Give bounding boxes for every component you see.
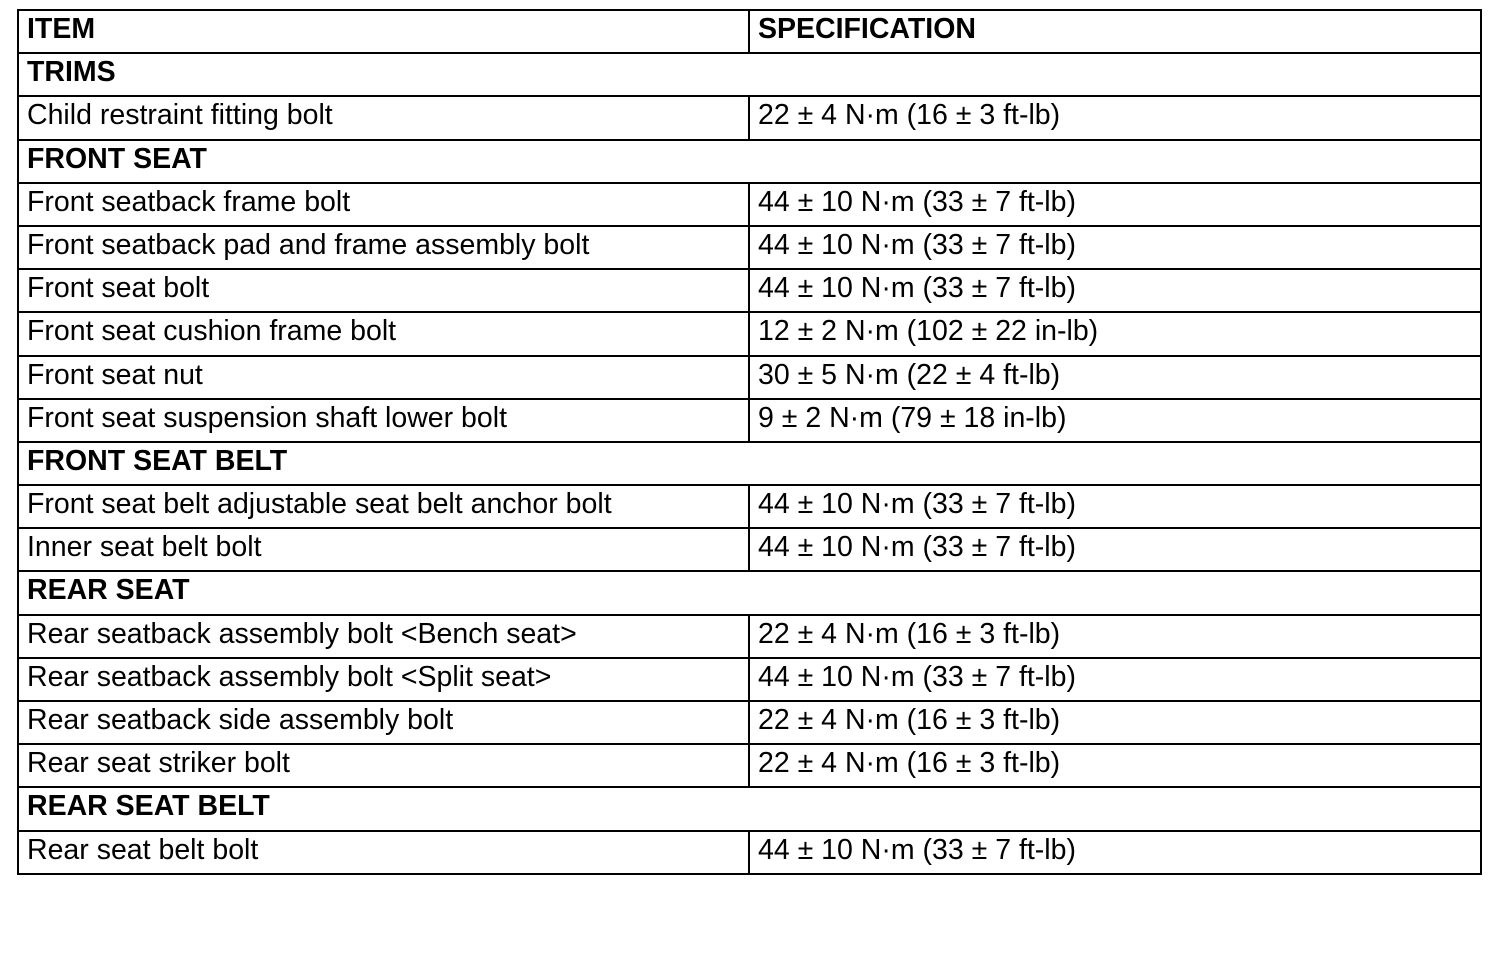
item-cell: Rear seat striker bolt (18, 744, 749, 787)
item-cell: Rear seatback assembly bolt <Bench seat> (18, 615, 749, 658)
table-row (18, 485, 1481, 528)
item-cell: Rear seat belt bolt (18, 831, 749, 874)
table-body (18, 10, 1481, 874)
section-row (18, 140, 1481, 183)
table-row (18, 615, 1481, 658)
table-row (18, 183, 1481, 226)
specification-cell: 44 ± 10 N·m (33 ± 7 ft-lb) (749, 183, 1481, 226)
specification-cell: 22 ± 4 N·m (16 ± 3 ft-lb) (749, 701, 1481, 744)
specification-cell: 44 ± 10 N·m (33 ± 7 ft-lb) (749, 528, 1481, 571)
section-row (18, 787, 1481, 830)
item-cell: Front seatback pad and frame assembly bolt (18, 226, 749, 269)
table-row (18, 312, 1481, 355)
table-row (18, 269, 1481, 312)
table-row (18, 701, 1481, 744)
section-heading: FRONT SEAT (18, 140, 1481, 183)
specification-cell: 12 ± 2 N·m (102 ± 22 in-lb) (749, 312, 1481, 355)
item-cell: Front seat nut (18, 356, 749, 399)
table-row (18, 744, 1481, 787)
table-row (18, 226, 1481, 269)
table-row (18, 399, 1481, 442)
item-cell: Child restraint fitting bolt (18, 96, 749, 139)
table-row (18, 831, 1481, 874)
table-row (18, 658, 1481, 701)
specification-cell: 22 ± 4 N·m (16 ± 3 ft-lb) (749, 96, 1481, 139)
specification-cell: 22 ± 4 N·m (16 ± 3 ft-lb) (749, 615, 1481, 658)
header-row (18, 10, 1481, 53)
column-header-item: ITEM (18, 10, 749, 53)
section-heading: FRONT SEAT BELT (18, 442, 1481, 485)
item-cell: Inner seat belt bolt (18, 528, 749, 571)
item-cell: Rear seatback assembly bolt <Split seat> (18, 658, 749, 701)
specification-cell: 22 ± 4 N·m (16 ± 3 ft-lb) (749, 744, 1481, 787)
item-cell: Front seat suspension shaft lower bolt (18, 399, 749, 442)
table-row (18, 96, 1481, 139)
specification-cell: 44 ± 10 N·m (33 ± 7 ft-lb) (749, 226, 1481, 269)
specification-cell: 9 ± 2 N·m (79 ± 18 in-lb) (749, 399, 1481, 442)
item-cell: Front seatback frame bolt (18, 183, 749, 226)
table-row (18, 356, 1481, 399)
torque-spec-table (17, 9, 1482, 875)
item-cell: Front seat cushion frame bolt (18, 312, 749, 355)
item-cell: Front seat belt adjustable seat belt anchor bolt (18, 485, 749, 528)
specification-cell: 44 ± 10 N·m (33 ± 7 ft-lb) (749, 831, 1481, 874)
section-heading: REAR SEAT (18, 571, 1481, 614)
specification-cell: 44 ± 10 N·m (33 ± 7 ft-lb) (749, 485, 1481, 528)
item-cell: Front seat bolt (18, 269, 749, 312)
table-row (18, 528, 1481, 571)
specification-cell: 44 ± 10 N·m (33 ± 7 ft-lb) (749, 658, 1481, 701)
section-row (18, 53, 1481, 96)
item-cell: Rear seatback side assembly bolt (18, 701, 749, 744)
section-row (18, 571, 1481, 614)
section-heading: TRIMS (18, 53, 1481, 96)
specification-cell: 44 ± 10 N·m (33 ± 7 ft-lb) (749, 269, 1481, 312)
column-header-specification: SPECIFICATION (749, 10, 1481, 53)
specification-cell: 30 ± 5 N·m (22 ± 4 ft-lb) (749, 356, 1481, 399)
section-heading: REAR SEAT BELT (18, 787, 1481, 830)
section-row (18, 442, 1481, 485)
